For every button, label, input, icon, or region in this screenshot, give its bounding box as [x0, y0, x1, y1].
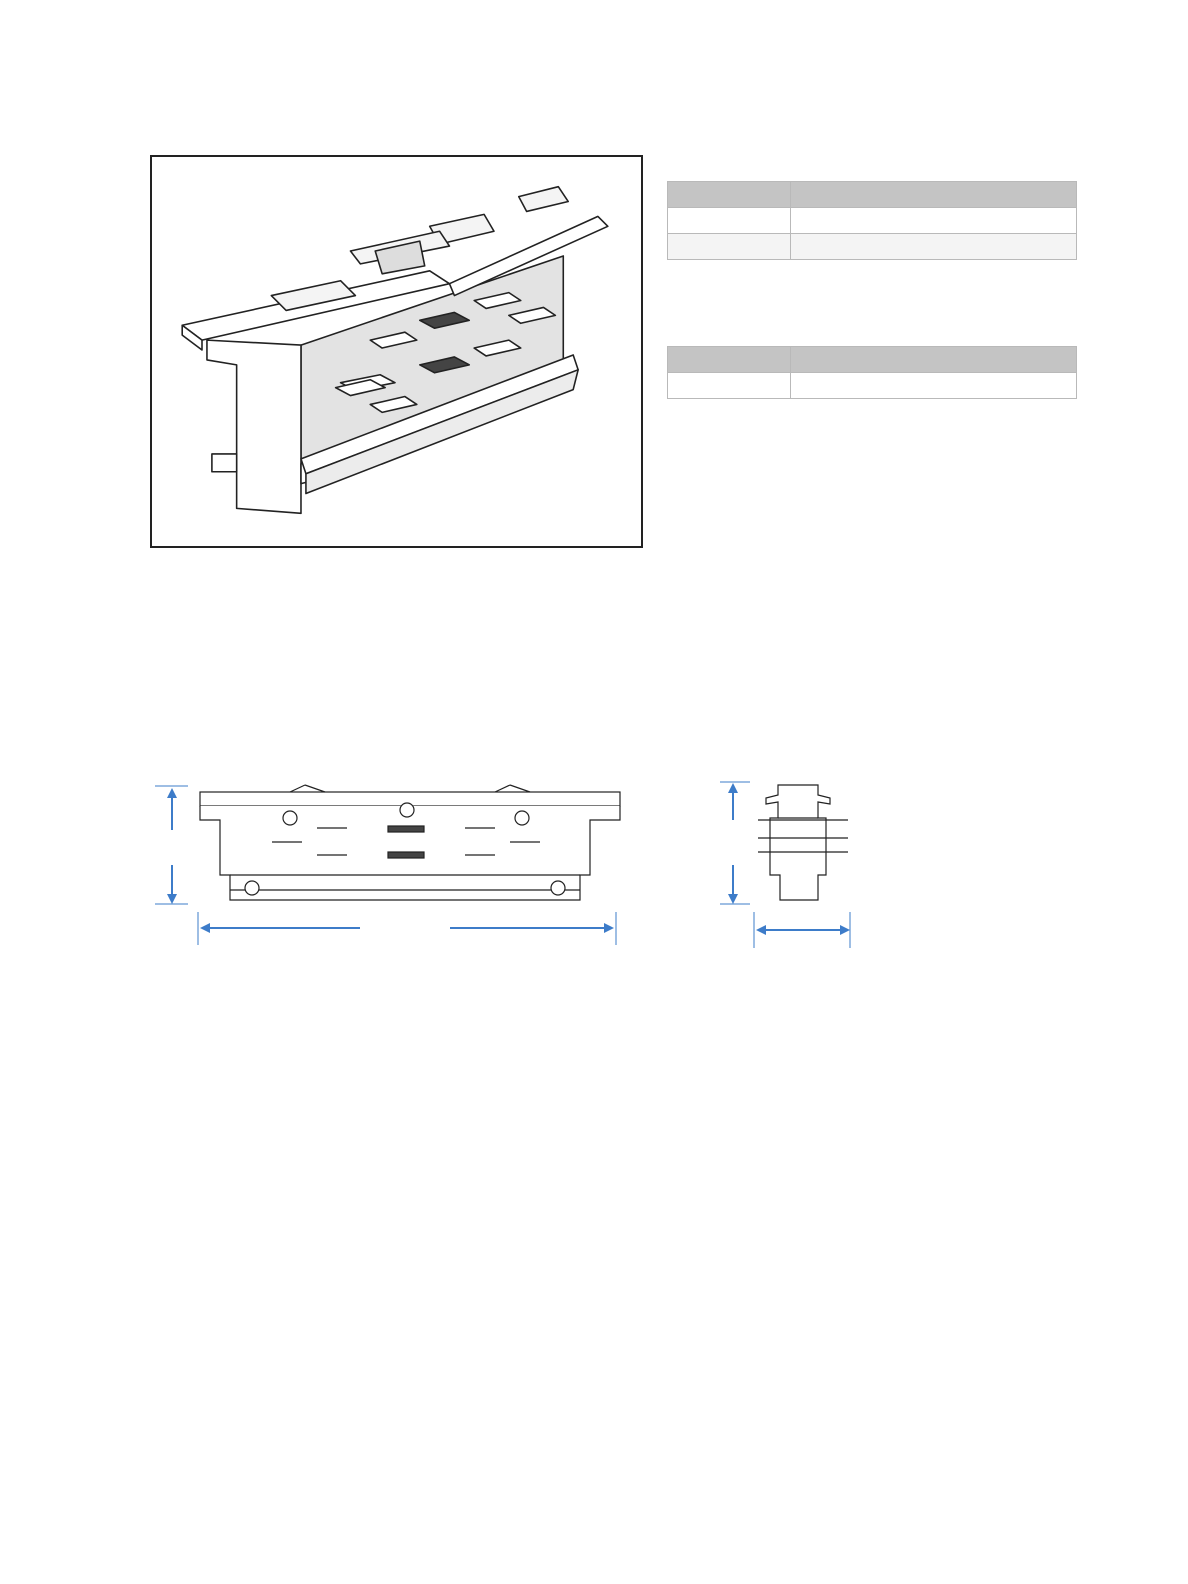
- table-row: [668, 234, 1077, 260]
- table-cell: [791, 234, 1077, 260]
- table-cell: [668, 208, 791, 234]
- track-connector-side-view-image: [718, 780, 868, 960]
- spec-table-a: [667, 181, 1077, 260]
- table-cell: [791, 373, 1077, 399]
- track-connector-front-view-image: [150, 780, 630, 960]
- table-header-row: [668, 182, 1077, 208]
- spec-table-b: [667, 346, 1077, 399]
- table-cell: [791, 208, 1077, 234]
- front-view-drawing: [150, 780, 630, 960]
- table-row: [668, 208, 1077, 234]
- table-row: [668, 373, 1077, 399]
- table-cell: [668, 373, 791, 399]
- product-illustration: [150, 155, 643, 548]
- table-header-cell: [668, 347, 791, 373]
- table-header-cell: [791, 347, 1077, 373]
- table-header-cell: [791, 182, 1077, 208]
- table-cell: [668, 234, 791, 260]
- table-header-cell: [668, 182, 791, 208]
- track-connector-isometric-image: [152, 157, 641, 546]
- table-header-row: [668, 347, 1077, 373]
- side-view-drawing: [718, 780, 868, 960]
